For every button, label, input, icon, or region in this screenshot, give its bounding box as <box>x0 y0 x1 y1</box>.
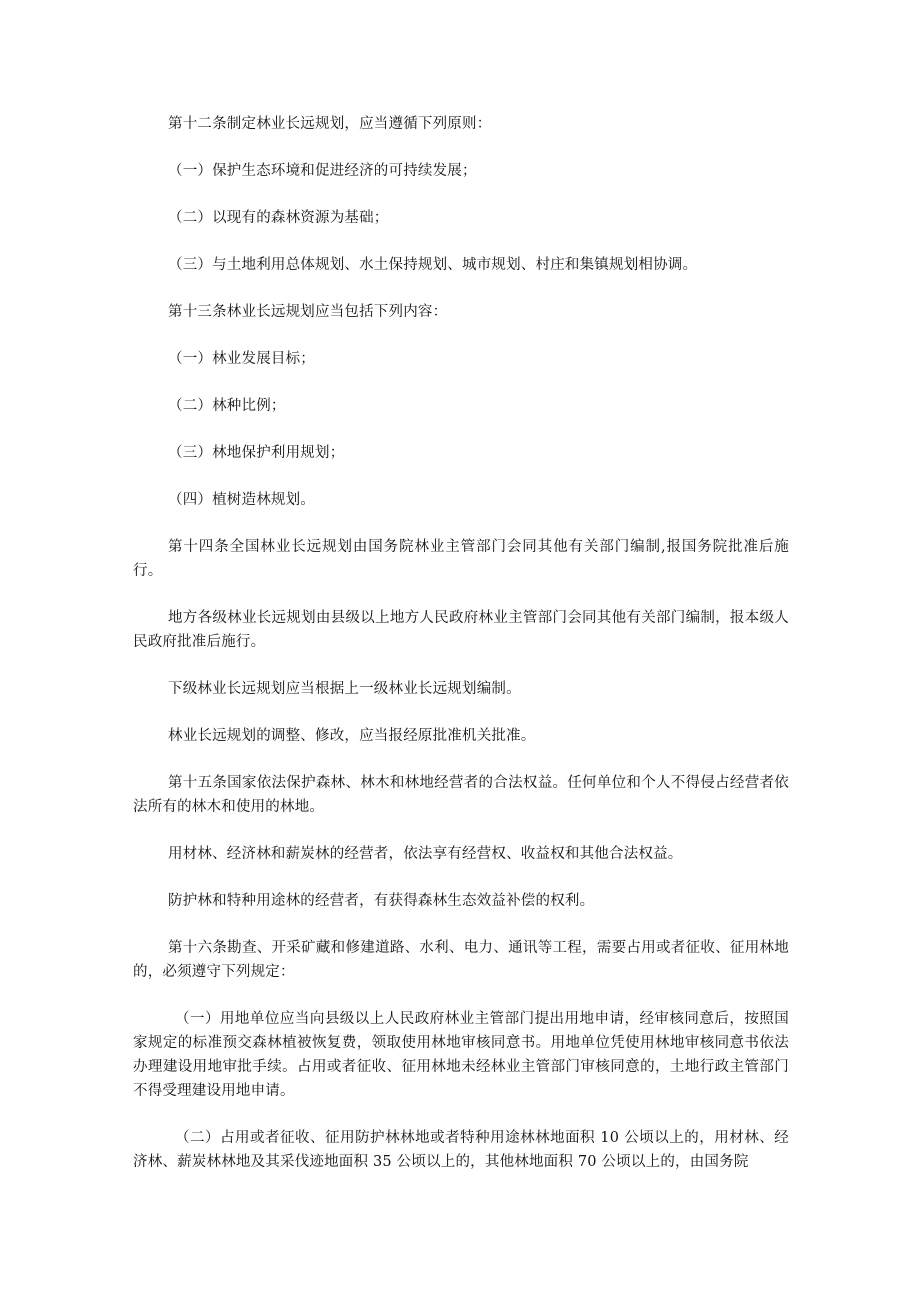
article-15-paragraph-1: 第十五条国家依法保护森林、林木和林地经营者的合法权益。任何单位和个人不得侵占经营者依法所有的林木和使用的林地。 <box>133 775 789 815</box>
document-body <box>133 112 789 1174</box>
article-12-heading: 第十二条制定林业长远规划，应当遵循下列原则： <box>168 116 492 132</box>
article-15-paragraph-2: 用材林、经济林和薪炭林的经营者，依法享有经营权、收益权和其他合法权益。 <box>168 846 683 862</box>
article-12-item-2: （二）以现有的森林资源为基础； <box>168 210 389 226</box>
article-15-paragraph-3: 防护林和特种用途林的经营者，有获得森林生态效益补偿的权利。 <box>168 893 595 909</box>
article-12-item-3: （三）与土地利用总体规划、水土保持规划、城市规划、村庄和集镇规划相协调。 <box>168 257 698 273</box>
article-14-paragraph-2: 地方各级林业长远规划由县级以上地方人民政府林业主管部门会同其他有关部门编制，报本级人民政府批准后施行。 <box>133 610 789 650</box>
article-16-item-1: （一）用地单位应当向县级以上人民政府林业主管部门提出用地申请，经审核同意后，按照国家规定的标准预交森林植被恢复费，领取使用林地审核同意书。用地单位凭使用林地审核同意书依法办理建设用地审批手续。占用或者征收、征用林地未经林业主管部门审核同意的，土地行政主管部门不得受理建设用地申请。 <box>133 1011 789 1099</box>
article-14-paragraph-1: 第十四条全国林业长远规划由国务院林业主管部门会同其他有关部门编制,报国务院批准后施行。 <box>133 539 789 579</box>
article-13-item-2: （二）林种比例； <box>168 398 286 414</box>
article-16-heading: 第十六条勘查、开采矿藏和修建道路、水利、电力、通讯等工程，需要占用或者征收、征用林地的，必须遵守下列规定： <box>133 940 789 980</box>
article-13-heading: 第十三条林业长远规划应当包括下列内容： <box>168 304 448 320</box>
article-13-item-1: （一）林业发展目标； <box>168 351 315 367</box>
article-13-item-4: （四）植树造林规划。 <box>168 492 315 508</box>
article-14-paragraph-4: 林业长远规划的调整、修改，应当报经原批准机关批准。 <box>168 728 536 744</box>
article-14-paragraph-3: 下级林业长远规划应当根据上一级林业长远规划编制。 <box>168 681 521 697</box>
article-16-item-2: （二）占用或者征收、征用防护林林地或者特种用途林林地面积 10 公顷以上的，用材林、经济林、薪炭林林地及其采伐迹地面积 35 公顷以上的，其他林地面积 70 公顷以上的，由国务院 <box>133 1130 789 1170</box>
article-13-item-3: （三）林地保护利用规划； <box>168 445 345 461</box>
article-12-item-1: （一）保护生态环境和促进经济的可持续发展； <box>168 163 477 179</box>
